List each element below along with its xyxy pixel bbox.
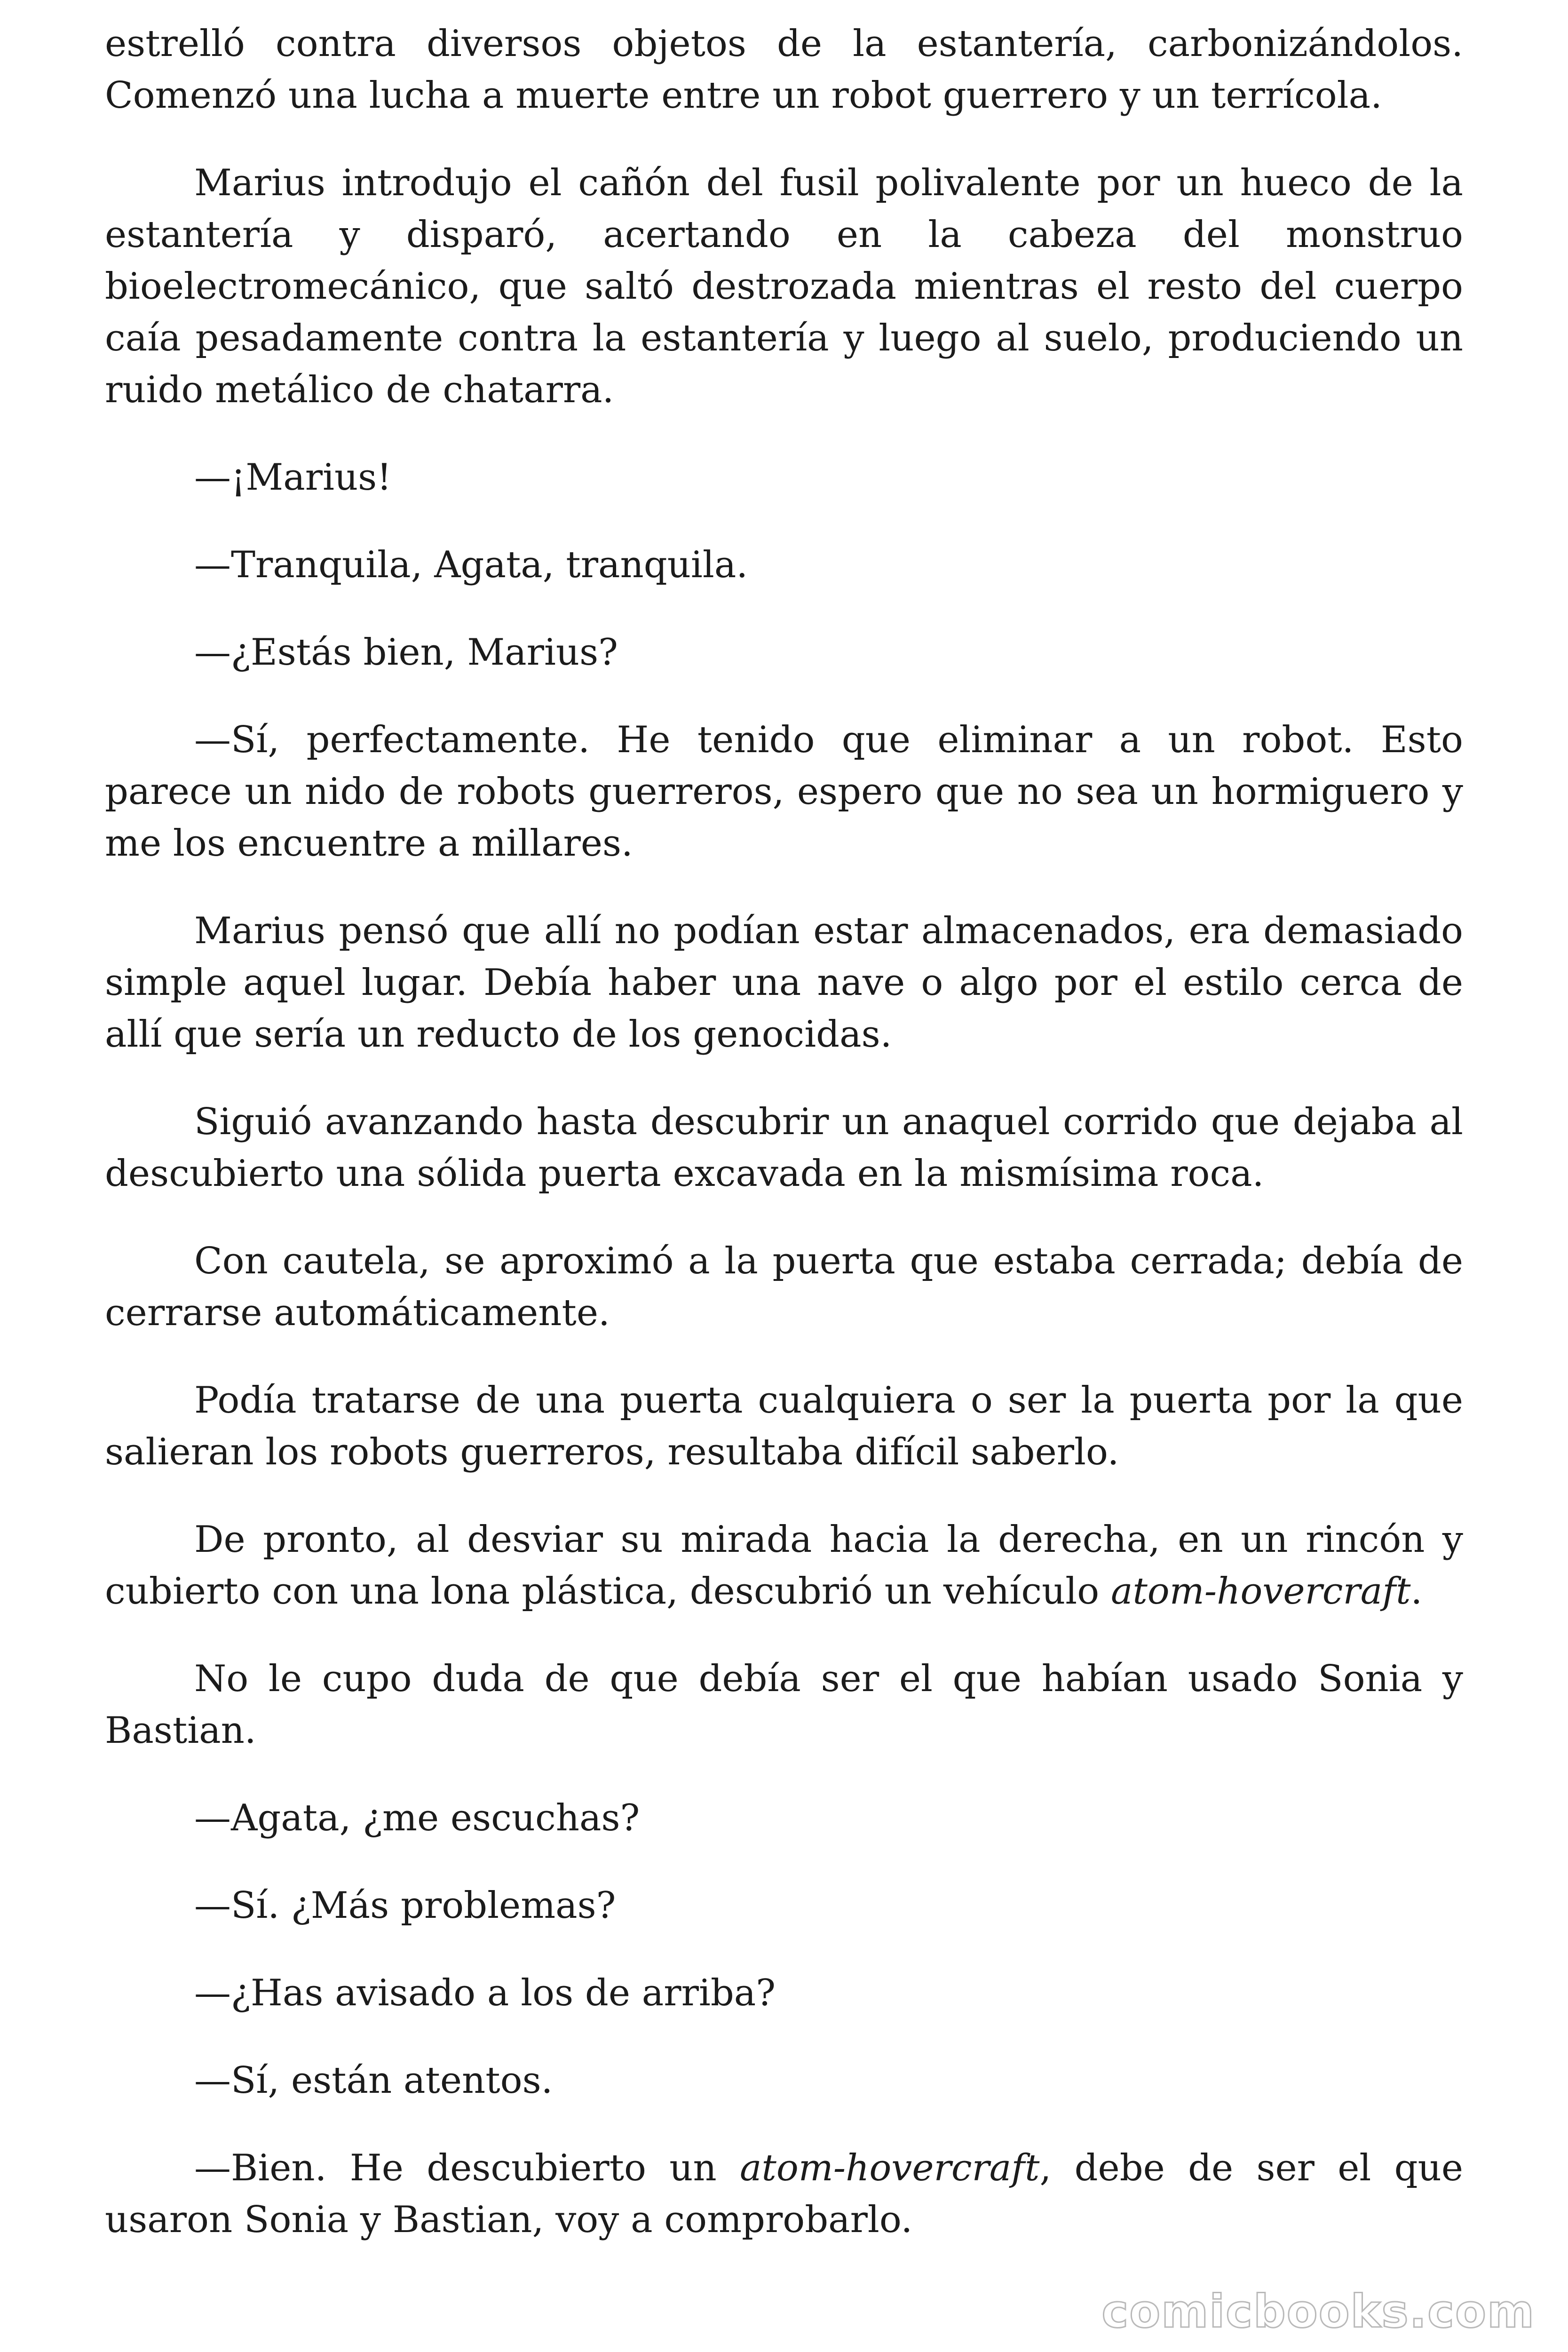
italic-term: atom-hovercraft	[739, 2147, 1040, 2189]
dialogue-line: —¿Has avisado a los de arriba?	[194, 1972, 776, 2014]
dialogue-line: —Sí, están atentos.	[194, 2059, 553, 2102]
paragraph-9: Con cautela, se aproximó a la puerta que estaba cerrada; debía de cerrarse automáticamente.	[105, 1240, 1463, 1334]
paragraph-10: Podía tratarse de una puerta cualquiera o ser la puerta por la que salieran los robots guerreros, resultaba difícil saberlo.	[105, 1379, 1463, 1473]
dialogue-line: —Sí. ¿Más problemas?	[194, 1884, 616, 1927]
watermark: comicbooks.com	[1101, 2285, 1535, 2338]
paragraph-12: No le cupo duda de que debía ser el que habían usado Sonia y Bastian.	[105, 1658, 1463, 1752]
page-text	[105, 18, 1463, 2281]
dialogue-line: —Agata, ¿me escuchas?	[194, 1797, 640, 1839]
dialogue-line: —¡Marius!	[194, 456, 392, 499]
italic-term: atom-hovercraft	[1110, 1570, 1411, 1613]
paragraph-11: De pronto, al desviar su mirada hacia la derecha, en un rincón y cubierto con una lona plástica, descubrió un vehículo atom-hovercraft.	[105, 1518, 1463, 1613]
paragraph-8: Siguió avanzando hasta descubrir un anaquel corrido que dejaba al descubierto una sólida puerta excavada en la mismísima roca.	[105, 1101, 1463, 1195]
dialogue-line: —Tranquila, Agata, tranquila.	[194, 544, 748, 586]
paragraph-2: Marius introdujo el cañón del fusil polivalente por un hueco de la estantería y disparó, acertando en la cabeza del monstruo bioelectromecánico, que saltó destrozada mientras el resto del cuerpo caía pesadamente contra la estantería y luego al suelo, produciendo un ruido metálico de chatarra.	[105, 162, 1463, 411]
dialogue-line: —Sí, perfectamente. He tenido que eliminar a un robot. Esto parece un nido de robots guerreros, espero que no sea un hormiguero y me los encuentre a millares.	[105, 719, 1463, 865]
dialogue-line: —Bien. He descubierto un atom-hovercraft, debe de ser el que usaron Sonia y Bastian, voy a comprobarlo.	[105, 2147, 1463, 2241]
paragraph-7: Marius pensó que allí no podían estar almacenados, era demasiado simple aquel lugar. Debía haber una nave o algo por el estilo cerca de allí que sería un reducto de los genocidas.	[105, 910, 1463, 1056]
dialogue-line: —¿Estás bien, Marius?	[194, 631, 618, 674]
paragraph-1: estrelló contra diversos objetos de la estantería, carbonizándolos. Comenzó una lucha a muerte entre un robot guerrero y un terrícola.	[105, 23, 1463, 117]
